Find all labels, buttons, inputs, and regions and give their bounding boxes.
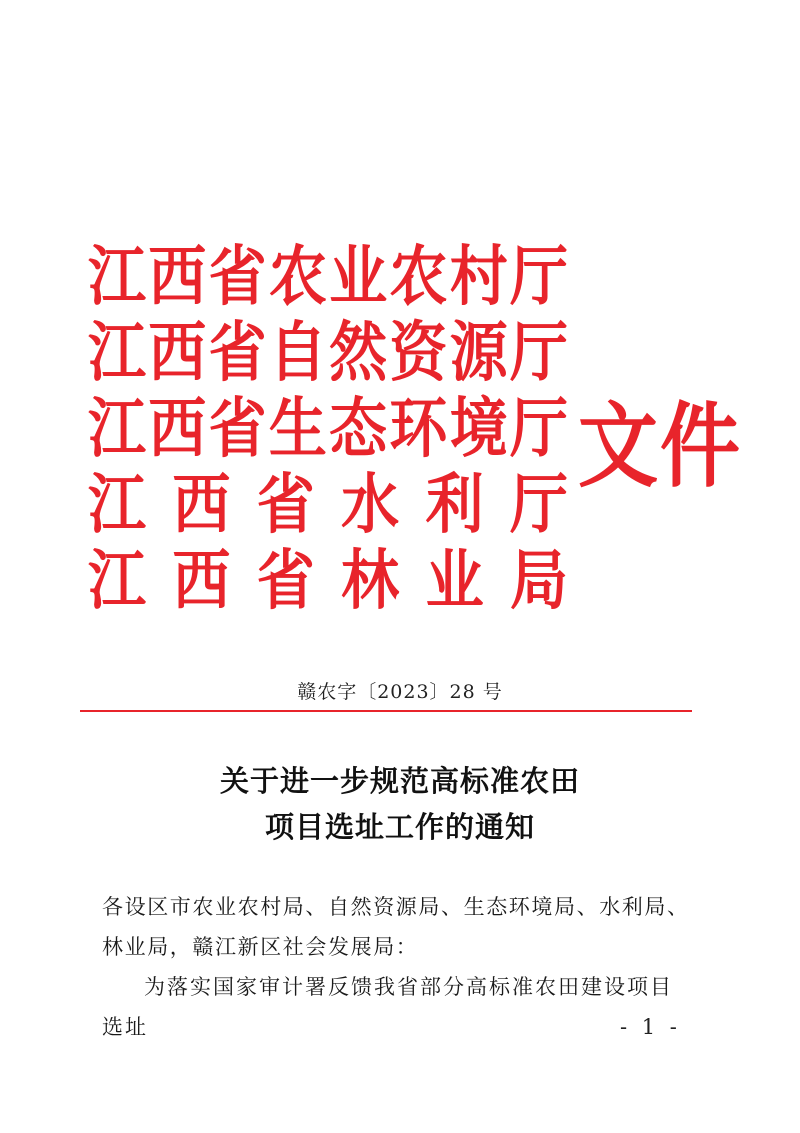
addressee-line: 各设区市农业农村局、自然资源局、生态环境局、水利局、林业局，赣江新区社会发展局： — [102, 895, 690, 959]
body-paragraph-1: 为落实国家审计署反馈我省部分高标准农田建设项目选址 — [102, 975, 673, 1039]
title-line-1: 关于进一步规范高标准农田 — [219, 764, 580, 798]
issuing-authorities — [88, 238, 568, 618]
issuer-line-3: 江 西 省 生 态 环 境 厅 — [88, 389, 568, 467]
document-title — [0, 758, 800, 850]
document-number: 赣农字〔2023〕28 号 — [297, 681, 503, 703]
title-line-2: 项目选址工作的通知 — [264, 810, 535, 844]
page-number: - 1 - — [620, 1015, 681, 1039]
red-divider-line — [80, 710, 692, 712]
issuer-line-1: 江 西 省 农 业 农 村 厅 — [88, 237, 568, 315]
document-type-label: 文件 — [578, 391, 742, 500]
issuer-line-5: 江 西 省 林 业 局 — [88, 541, 568, 619]
issuer-line-4: 江 西 省 水 利 厅 — [88, 465, 568, 543]
issuer-line-2: 江 西 省 自 然 资 源 厅 — [88, 313, 568, 391]
document-body — [102, 887, 694, 1047]
